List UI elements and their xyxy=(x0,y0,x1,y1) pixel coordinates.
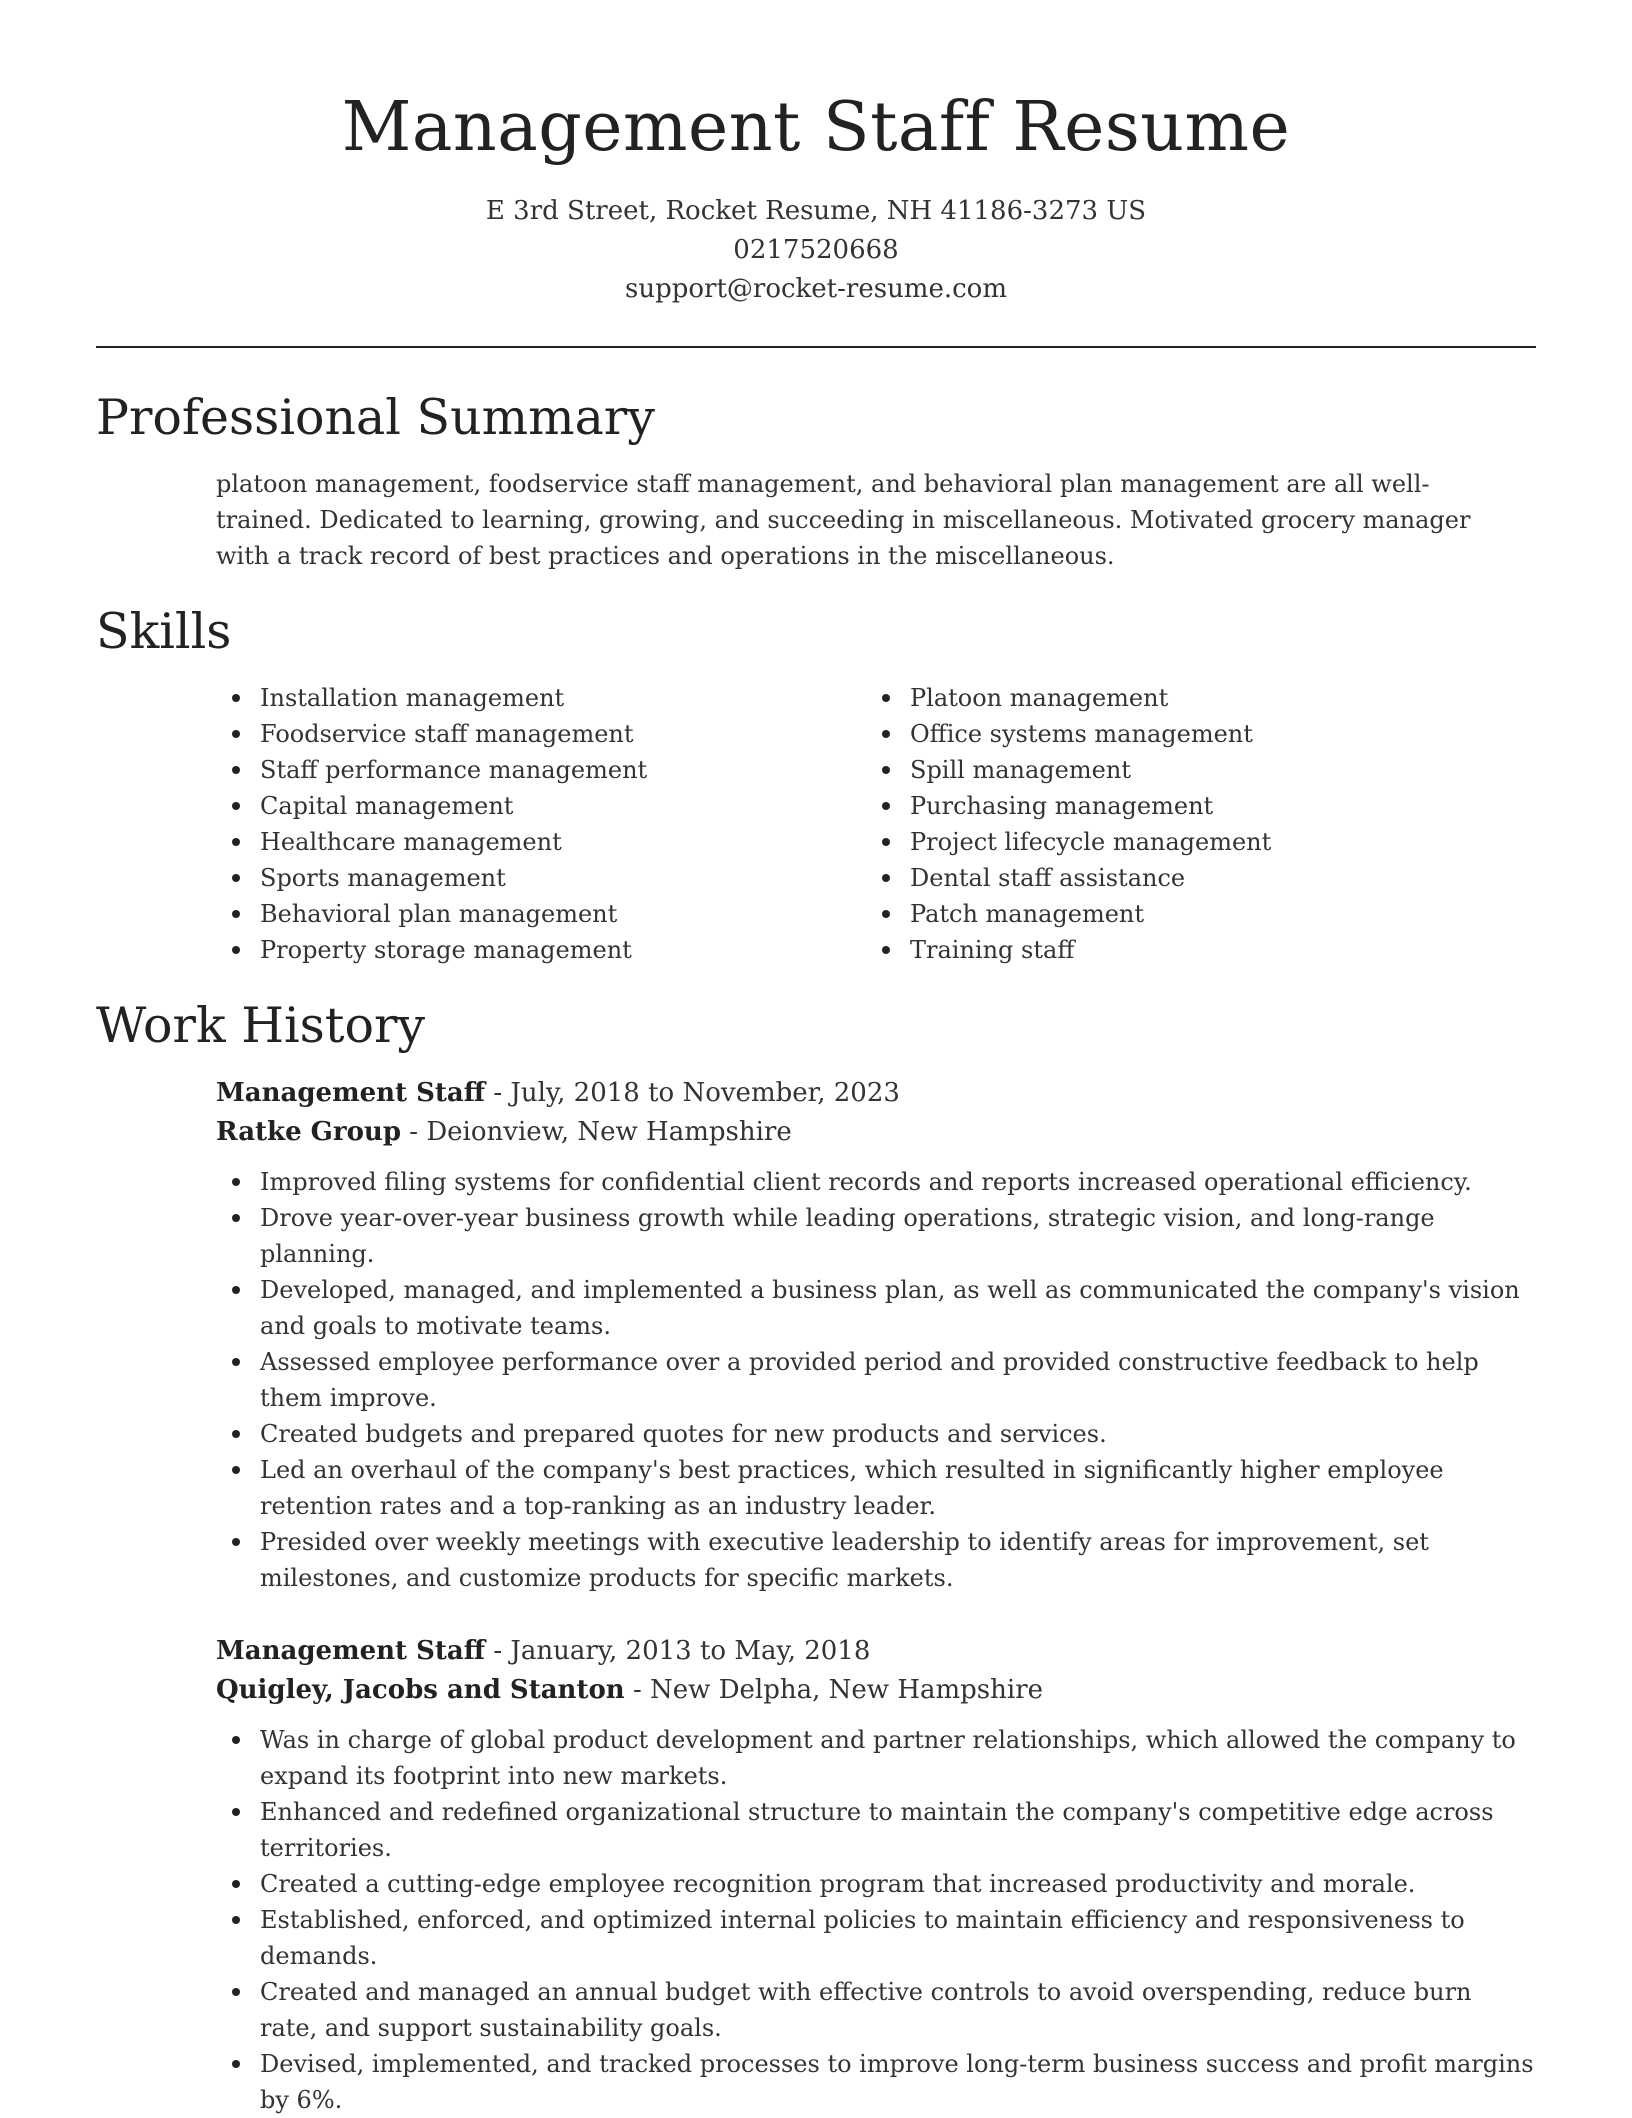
skill-item: Training staff xyxy=(866,932,1516,968)
job-bullet: Created a cutting-edge employee recognition program that increased productivity and morale. xyxy=(216,1866,1536,1902)
skill-item: Dental staff assistance xyxy=(866,860,1516,896)
header-divider xyxy=(96,346,1536,348)
job-dates: January, 2013 to May, 2018 xyxy=(510,1636,871,1666)
job-title: Management Staff xyxy=(216,1636,486,1666)
skill-item: Sports management xyxy=(216,860,866,896)
summary-text: platoon management, foodservice staff management, and behavioral plan management are all well-trained. Dedicated to learning, growing, and succeeding in miscellaneous. Motivated grocery manager with a track record of best practices and operations in the miscellaneous. xyxy=(216,470,1471,570)
phone: 0217520668 xyxy=(733,235,899,265)
job-company-line: Ratke Group - Deionview, New Hampshire xyxy=(216,1117,792,1147)
skills-grid xyxy=(216,680,1536,968)
job-entry xyxy=(216,1074,1536,1596)
skill-item: Spill management xyxy=(866,752,1516,788)
job-company: Ratke Group xyxy=(216,1117,401,1147)
skill-item: Office systems management xyxy=(866,716,1516,752)
job-bullet: Was in charge of global product development and partner relationships, which allowed the company to expand its footprint into new markets. xyxy=(216,1722,1536,1794)
skill-item: Behavioral plan management xyxy=(216,896,866,932)
job-bullets xyxy=(216,1164,1536,1596)
job-bullet: Developed, managed, and implemented a business plan, as well as communicated the company's vision and goals to motivate teams. xyxy=(216,1272,1536,1344)
job-bullet: Created and managed an annual budget with effective controls to avoid overspending, reduce burn rate, and support sustainability goals. xyxy=(216,1974,1536,2046)
summary-section xyxy=(96,388,1536,574)
work-history-section xyxy=(96,996,1536,2118)
job-bullet: Created budgets and prepared quotes for new products and services. xyxy=(216,1416,1536,1452)
job-bullet: Drove year-over-year business growth while leading operations, strategic vision, and long-range planning. xyxy=(216,1200,1536,1272)
skills-column-left xyxy=(216,680,866,968)
skills-section xyxy=(96,602,1536,968)
skill-item: Purchasing management xyxy=(866,788,1516,824)
job-bullet: Led an overhaul of the company's best practices, which resulted in significantly higher employee retention rates and a top-ranking as an industry leader. xyxy=(216,1452,1536,1524)
job-bullet: Established, enforced, and optimized internal policies to maintain efficiency and responsiveness to demands. xyxy=(216,1902,1536,1974)
skill-item: Capital management xyxy=(216,788,866,824)
job-entry xyxy=(216,1632,1536,2118)
job-location: New Delpha, New Hampshire xyxy=(650,1675,1044,1705)
skill-item: Healthcare management xyxy=(216,824,866,860)
resume-title: Management Staff Resume xyxy=(341,88,1291,167)
resume-header xyxy=(96,0,1536,309)
skill-item: Patch management xyxy=(866,896,1516,932)
summary-heading: Professional Summary xyxy=(96,389,655,446)
contact-block xyxy=(96,192,1536,309)
job-company-line: Quigley, Jacobs and Stanton - New Delpha, New Hampshire xyxy=(216,1675,1044,1705)
job-bullets xyxy=(216,1722,1536,2118)
job-title: Management Staff xyxy=(216,1078,486,1108)
skill-item: Platoon management xyxy=(866,680,1516,716)
job-bullet: Presided over weekly meetings with executive leadership to identify areas for improvement, set milestones, and customize products for specific markets. xyxy=(216,1524,1536,1596)
job-bullet: Assessed employee performance over a provided period and provided constructive feedback to help them improve. xyxy=(216,1344,1536,1416)
skill-item: Property storage management xyxy=(216,932,866,968)
skill-item: Project lifecycle management xyxy=(866,824,1516,860)
job-bullet: Improved filing systems for confidential client records and reports increased operational efficiency. xyxy=(216,1164,1536,1200)
skills-column-right xyxy=(866,680,1516,968)
job-title-line: Management Staff - July, 2018 to November, 2023 xyxy=(216,1078,900,1108)
job-dates: July, 2018 to November, 2023 xyxy=(510,1078,900,1108)
work-history-heading: Work History xyxy=(96,997,426,1054)
job-location: Deionview, New Hampshire xyxy=(426,1117,792,1147)
skill-item: Staff performance management xyxy=(216,752,866,788)
skills-heading: Skills xyxy=(96,603,232,660)
job-title-line: Management Staff - January, 2013 to May, 2018 xyxy=(216,1636,871,1666)
resume-page xyxy=(96,0,1536,2118)
job-bullet: Devised, implemented, and tracked processes to improve long-term business success and profit margins by 6%. xyxy=(216,2046,1536,2118)
job-bullet: Enhanced and redefined organizational structure to maintain the company's competitive edge across territories. xyxy=(216,1794,1536,1866)
job-company: Quigley, Jacobs and Stanton xyxy=(216,1675,625,1705)
email: support@rocket-resume.com xyxy=(624,274,1007,304)
address: E 3rd Street, Rocket Resume, NH 41186-3273 US xyxy=(485,196,1147,226)
skill-item: Foodservice staff management xyxy=(216,716,866,752)
skill-item: Installation management xyxy=(216,680,866,716)
